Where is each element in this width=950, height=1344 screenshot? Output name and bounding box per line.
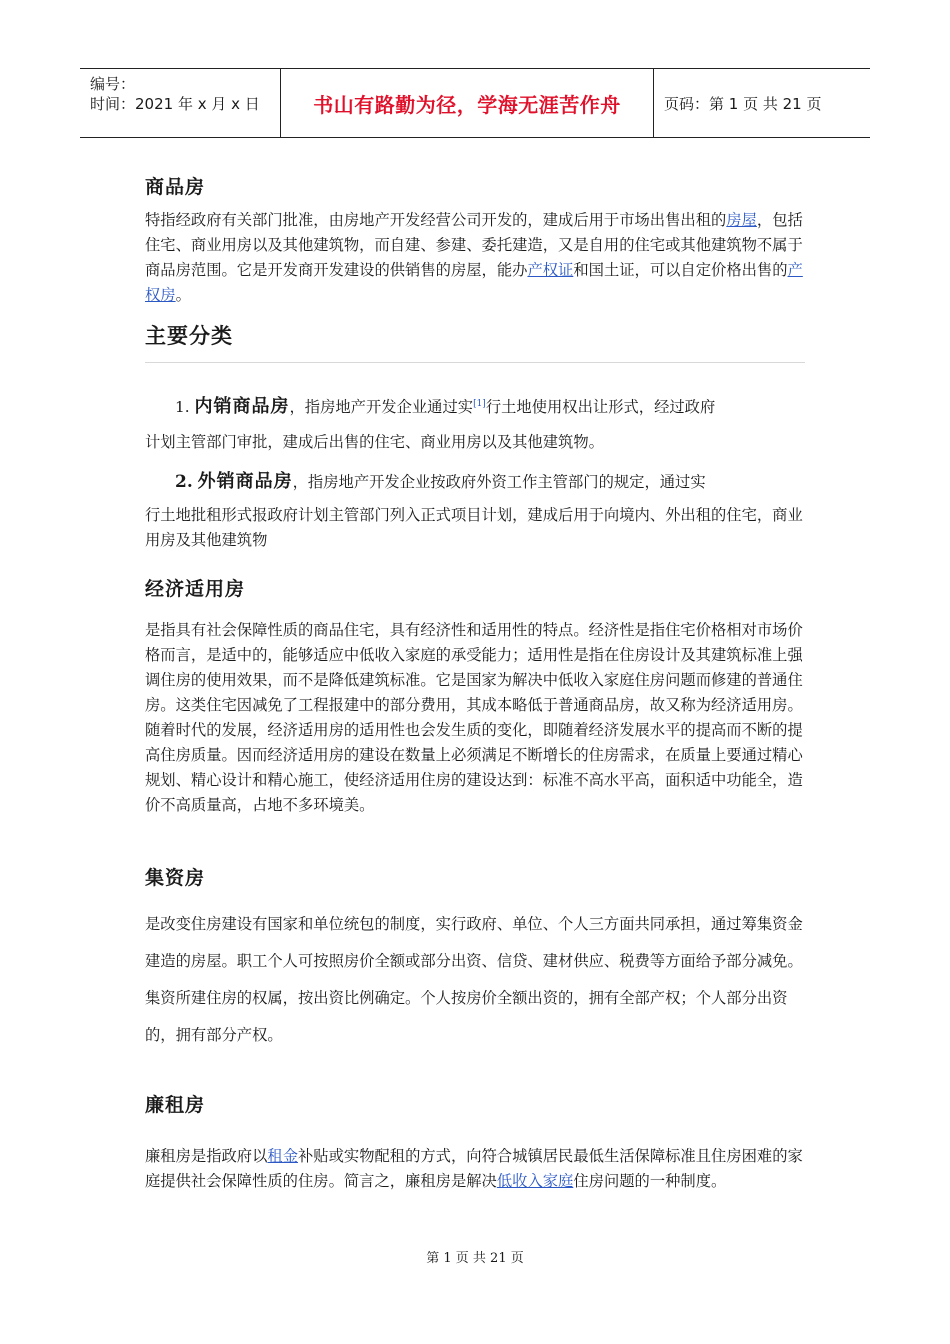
section-title-commodity: 商品房 — [145, 176, 206, 198]
list-item-domestic: 1. 内销商品房，指房地产开发企业通过实[1]行土地使用权出让形式，经过政府 — [175, 396, 716, 417]
link-house[interactable]: 房屋 — [726, 211, 757, 229]
header-page-cell — [652, 69, 870, 137]
reference-link[interactable]: [1] — [473, 398, 486, 409]
section-title-pooled: 集资房 — [145, 867, 206, 889]
link-property-house[interactable]: 产权房 — [145, 261, 803, 304]
link-low-income-family[interactable]: 低收入家庭 — [496, 1172, 574, 1190]
date-label: 时间：2021 年 x 月 x 日 — [90, 95, 260, 113]
list-item-export-cont: 行土地批租形式报政府计划主管部门列入正式项目计划，建成后用于向境内、外出租的住宅，商业用房及其他建筑物 — [145, 506, 803, 549]
header-meta-cell — [80, 69, 280, 137]
paragraph-pooled: 是改变住房建设有国家和单位统包的制度，实行政府、单位、个人三方面共同承担，通过筹集资金建造的房屋。职工个人可按照房价全额或部分出资、信贷、建材供应、税费等方面给予部分减免。集资所建住房的权属，按出资比例确定。个人按房价全额出资的，拥有全部产权；个人部分出资的，拥有部分产权。 — [145, 915, 803, 1044]
item-lead-domestic: 内销商品房 — [194, 396, 290, 417]
item-lead-export: 外销商品房 — [197, 471, 293, 492]
paragraph-lowrent: 廉租房是指政府以租金补贴或实物配租的方式，向符合城镇居民最低生活保障标准且住房困难的家庭提供社会保障性质的住房。简言之，廉租房是解决低收入家庭住房问题的一种制度。 — [145, 1147, 803, 1190]
motto: 书山有路勤为径，学海无涯苦作舟 — [313, 92, 621, 117]
section-title-lowrent: 廉租房 — [145, 1094, 206, 1116]
paragraph-commodity: 特指经政府有关部门批准，由房地产开发经营公司开发的，建成后用于市场出售出租的房屋，包括住宅、商业用房以及其他建筑物，而自建、参建、委托建造，又是自用的住宅或其他建筑物不属于商品房范围。它是开发商开发建设的供销售的房屋，能办产权证和国土证，可以自定价格出售的产权房。 — [145, 211, 803, 304]
page-footer: 第 1 页 共 21 页 — [426, 1251, 524, 1266]
section-title-affordable: 经济适用房 — [145, 578, 246, 600]
page-info: 页码：第 1 页 共 21 页 — [664, 94, 822, 113]
list-item-export: 2. 外销商品房，指房地产开发企业按政府外资工作主管部门的规定，通过实 — [175, 471, 706, 492]
link-rent[interactable]: 租金 — [267, 1147, 298, 1165]
header-motto-cell — [280, 69, 654, 137]
divider — [145, 362, 805, 363]
number-label: 编号： — [90, 75, 136, 93]
header-table — [80, 68, 870, 138]
paragraph-affordable: 是指具有社会保障性质的商品住宅，具有经济性和适用性的特点。经济性是指住宅价格相对市场价格而言，是适中的，能够适应中低收入家庭的承受能力；适用性是指在住房设计及其建筑标准上强调住房的使用效果，而不是降低建筑标准。它是国家为解决中低收入家庭住房问题而修建的普通住房。这类住宅因减免了工程报建中的部分费用，其成本略低于普通商品房，故又称为经济适用房。随着时代的发展，经济适用房的适用性也会发生质的变化，即随着经济发展水平的提高而不断的提高住房质量。因而经济适用房的建设在数量上必须满足不断增长的住房需求，在质量上要通过精心规划、精心设计和精心施工，使经济适用住房的建设达到：标准不高水平高，面积适中功能全，造价不高质量高，占地不多环境美。 — [145, 621, 803, 814]
link-property-certificate[interactable]: 产权证 — [527, 261, 574, 279]
section-title-classification: 主要分类 — [145, 323, 233, 348]
list-item-domestic-cont: 计划主管部门审批，建成后出售的住宅、商业用房以及其他建筑物。 — [145, 433, 604, 451]
